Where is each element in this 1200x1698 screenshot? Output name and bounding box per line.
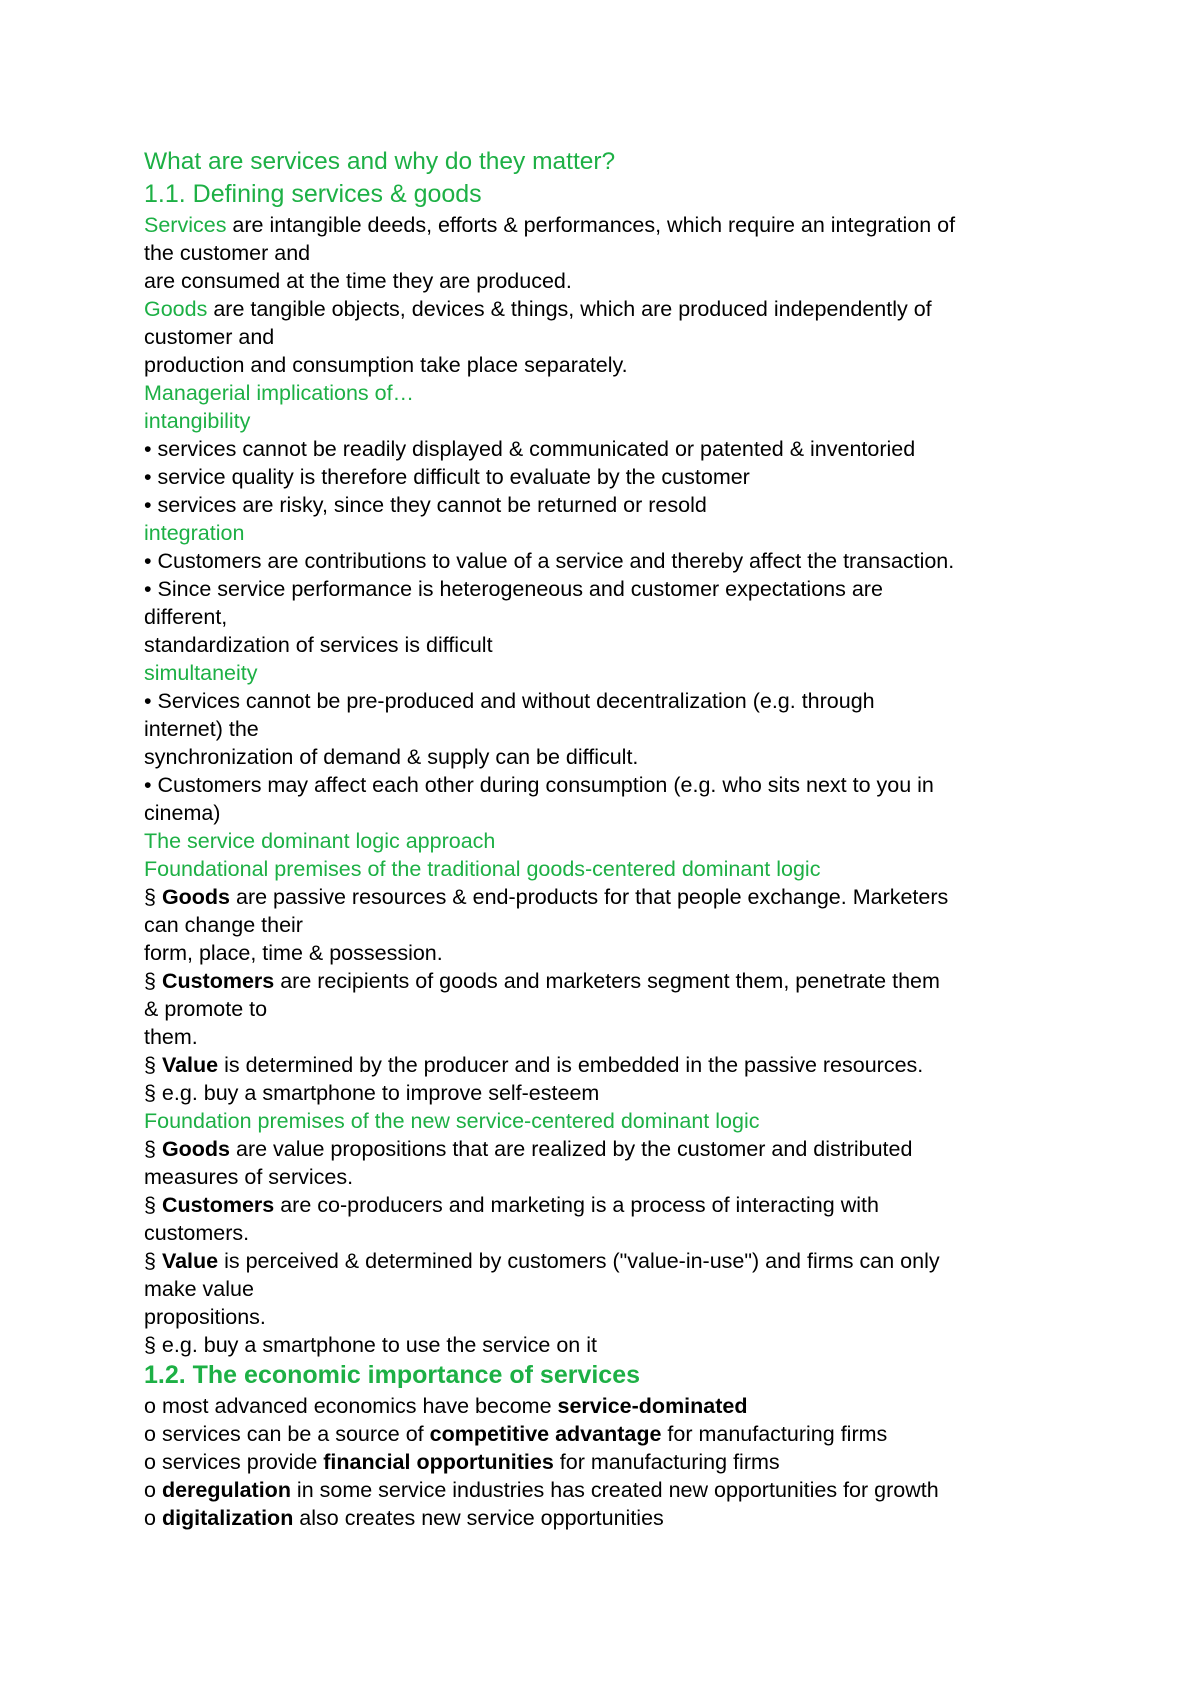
text-line: measures of services. [144, 1165, 354, 1189]
bullet-item: • Since service performance is heterogeneous and customer expectations are [144, 577, 883, 601]
subheading-integration: integration [144, 521, 245, 545]
text-line: propositions. [144, 1305, 266, 1329]
list-item: o services can be a source of competitive advantage for manufacturing firms [144, 1422, 888, 1446]
text-line: the customer and [144, 241, 311, 265]
bullet-item: • Services cannot be pre-produced and without decentralization (e.g. through [144, 689, 875, 713]
document-page [144, 146, 1064, 1532]
goods-term: Goods [144, 297, 208, 321]
premise-item: § Goods are value propositions that are realized by the customer and distributed [144, 1137, 913, 1161]
text-line: & promote to [144, 997, 268, 1021]
section-heading-1-1: 1.1. Defining services & goods [144, 180, 482, 208]
services-definition-line: Services are intangible deeds, efforts & performances, which require an integration of [144, 213, 956, 237]
subheading-traditional-logic: Foundational premises of the traditional goods-centered dominant logic [144, 857, 821, 881]
subheading-simultaneity: simultaneity [144, 661, 258, 685]
text-line: are consumed at the time they are produced. [144, 269, 572, 293]
list-item: o most advanced economics have become service-dominated [144, 1394, 748, 1418]
premise-item: § Customers are co-producers and marketing is a process of interacting with [144, 1193, 879, 1217]
text-line: standardization of services is difficult [144, 633, 493, 657]
bullet-item: • services cannot be readily displayed & communicated or patented & inventoried [144, 437, 916, 461]
goods-definition-line: Goods are tangible objects, devices & things, which are produced independently of [144, 297, 932, 321]
bullet-item: • Customers may affect each other during consumption (e.g. who sits next to you in [144, 773, 934, 797]
subheading-intangibility: intangibility [144, 409, 251, 433]
document-title: What are services and why do they matter? [144, 148, 616, 175]
text-line: can change their [144, 913, 303, 937]
list-item: o services provide financial opportunities for manufacturing firms [144, 1450, 780, 1474]
list-item: o deregulation in some service industries has created new opportunities for growth [144, 1478, 939, 1502]
text-line: synchronization of demand & supply can be difficult. [144, 745, 639, 769]
text-line: them. [144, 1025, 198, 1049]
premise-item: § Goods are passive resources & end-products for that people exchange. Marketers [144, 885, 949, 909]
premise-item: § Value is determined by the producer and is embedded in the passive resources. [144, 1053, 924, 1077]
subheading-new-logic: Foundation premises of the new service-centered dominant logic [144, 1109, 760, 1133]
text-line: production and consumption take place separately. [144, 353, 628, 377]
subheading-sdl: The service dominant logic approach [144, 829, 496, 853]
services-term: Services [144, 213, 227, 237]
text-line: different, [144, 605, 228, 629]
text-line: cinema) [144, 801, 221, 825]
premise-item: § Value is perceived & determined by customers ("value-in-use") and firms can only [144, 1249, 940, 1273]
bullet-item: • Customers are contributions to value of a service and thereby affect the transaction. [144, 549, 955, 573]
bullet-item: • service quality is therefore difficult to evaluate by the customer [144, 465, 750, 489]
subheading-managerial: Managerial implications of… [144, 381, 415, 405]
text-line: make value [144, 1277, 254, 1301]
premise-item: § e.g. buy a smartphone to use the service on it [144, 1333, 597, 1357]
section-heading-1-2: 1.2. The economic importance of services [144, 1361, 641, 1389]
premise-item: § e.g. buy a smartphone to improve self-esteem [144, 1081, 600, 1105]
text-line: customers. [144, 1221, 250, 1245]
list-item: o digitalization also creates new service opportunities [144, 1506, 664, 1530]
bullet-item: • services are risky, since they cannot be returned or resold [144, 493, 707, 517]
text-line: form, place, time & possession. [144, 941, 443, 965]
text-line: customer and [144, 325, 275, 349]
premise-item: § Customers are recipients of goods and marketers segment them, penetrate them [144, 969, 940, 993]
text-line: internet) the [144, 717, 259, 741]
